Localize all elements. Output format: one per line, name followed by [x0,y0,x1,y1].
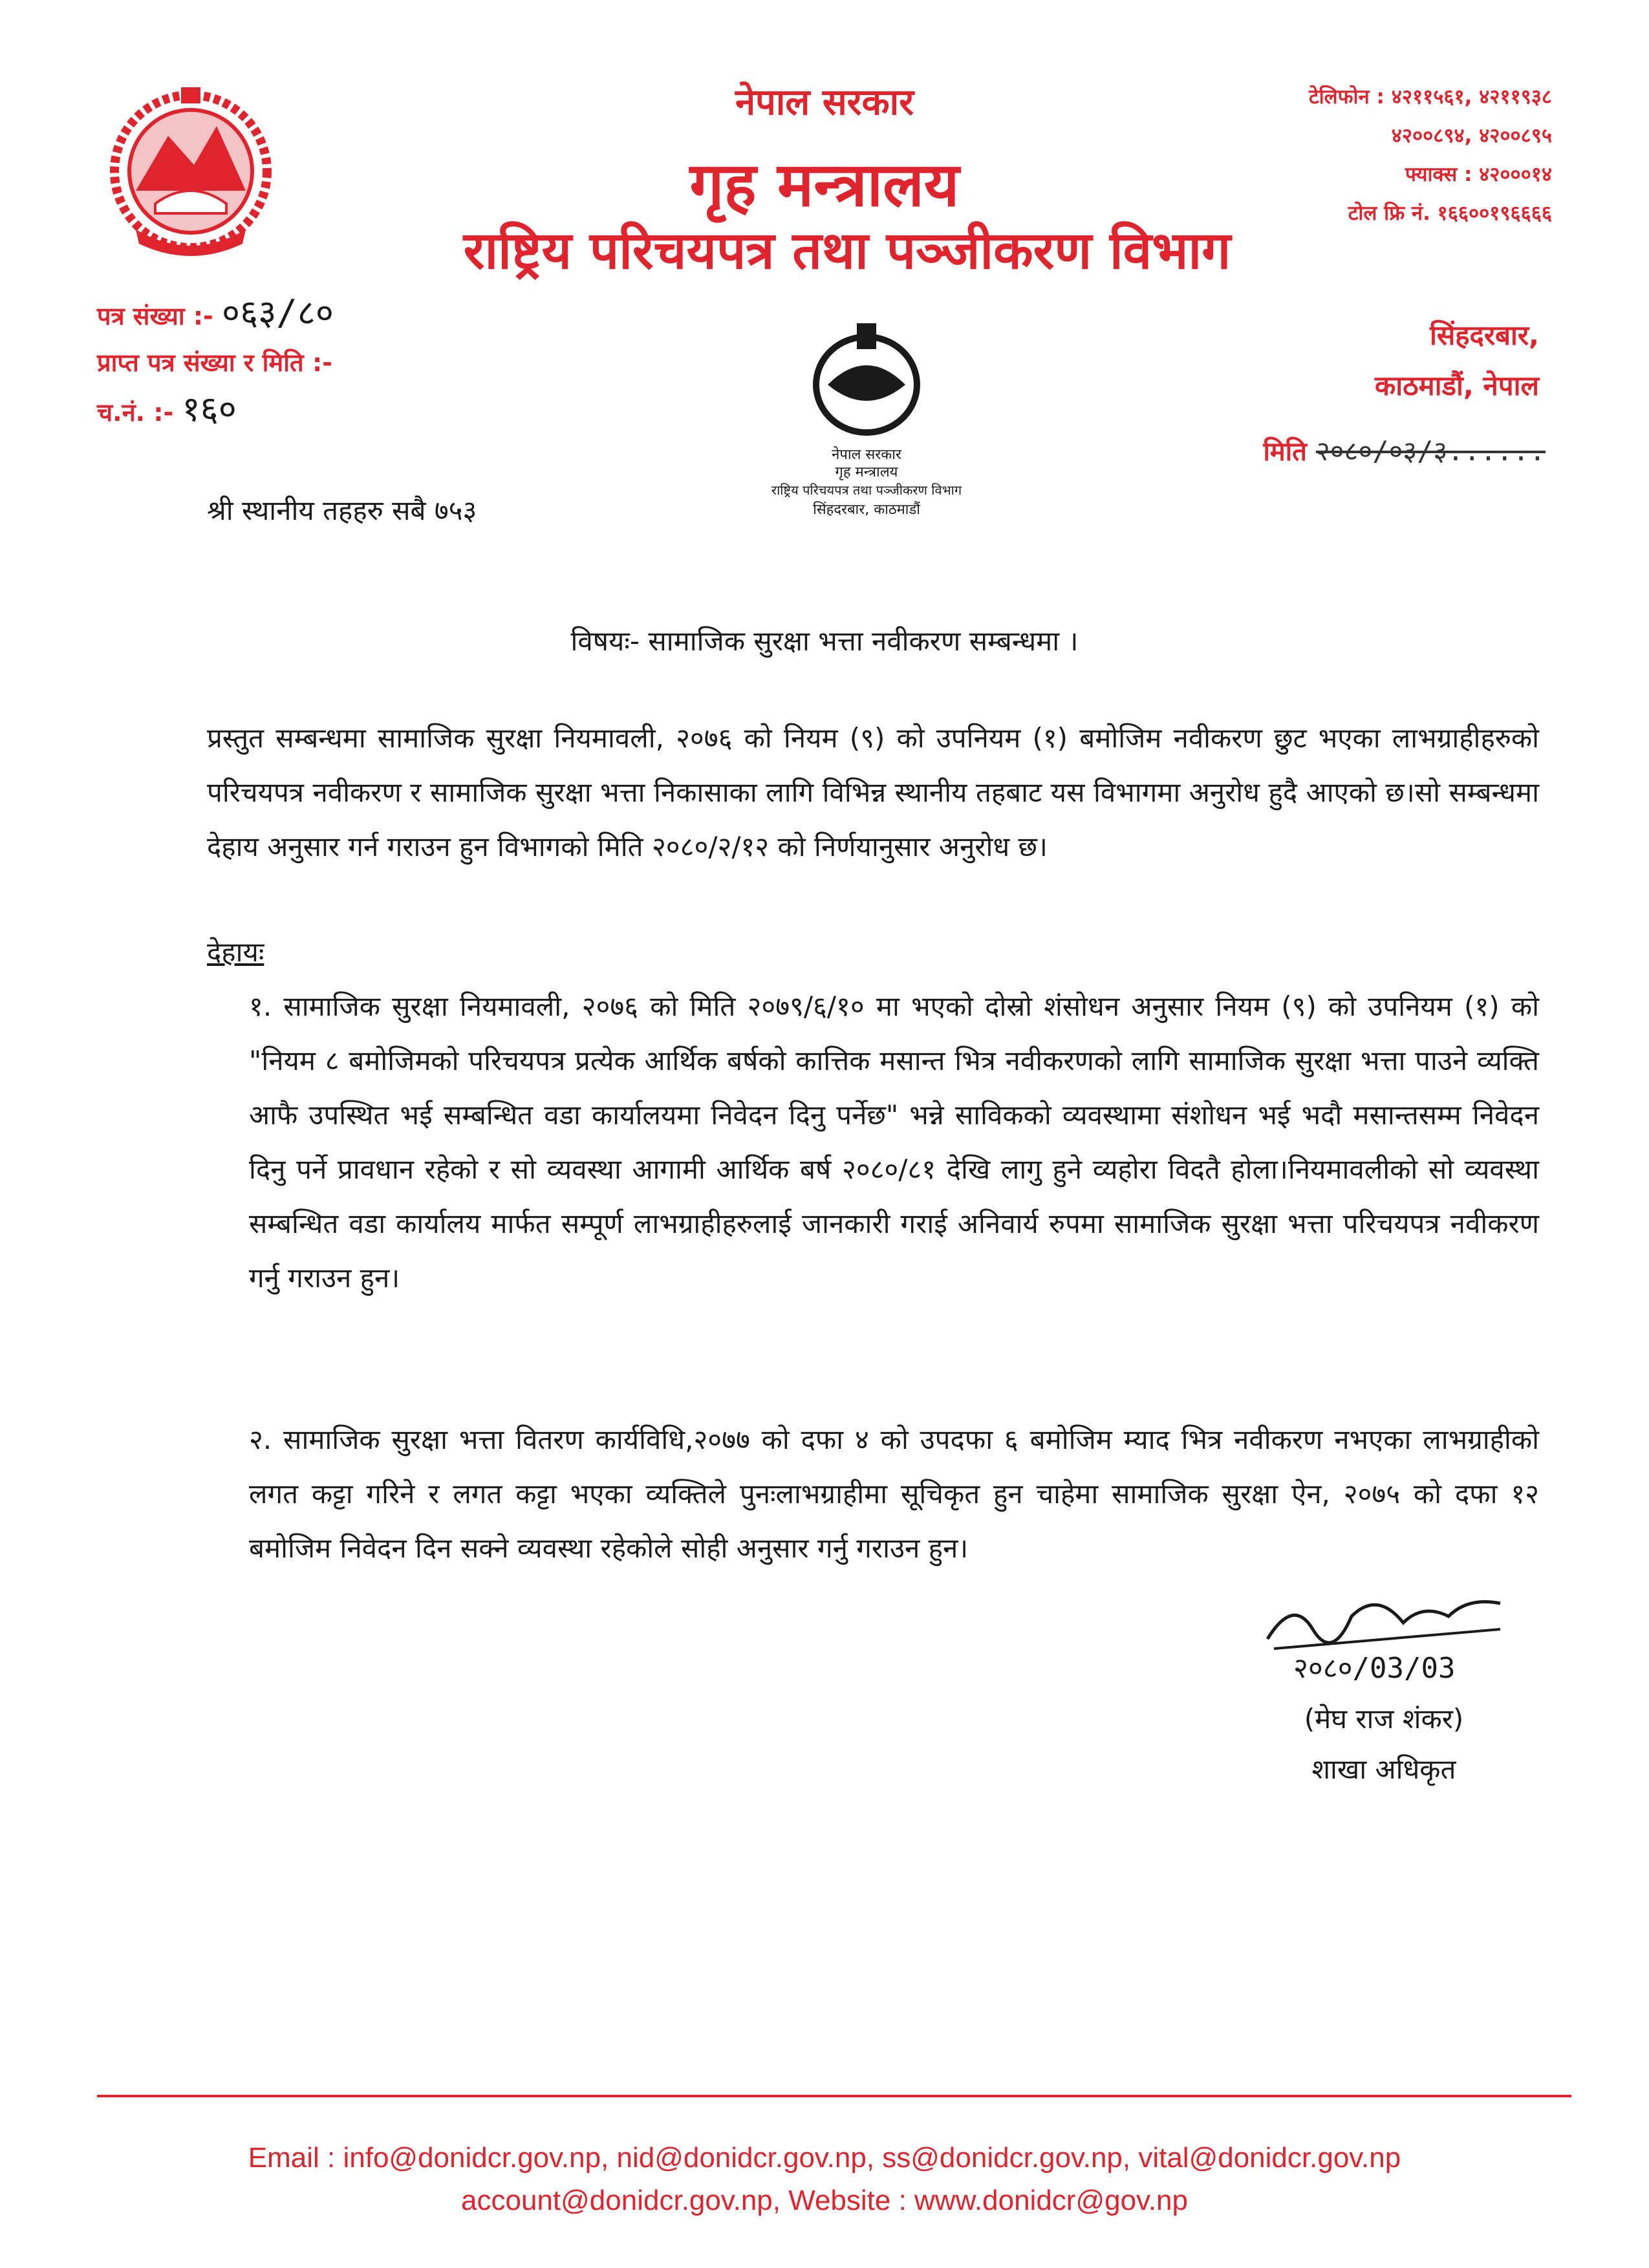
reference-block [97,290,334,436]
recipient-line: श्री स्थानीय तहहरु सबै ७५३ [207,495,477,526]
signature [1255,1578,1526,1687]
signer-designation: शाखा अधिकृत [1311,1753,1456,1785]
department-stamp [737,288,996,533]
list-item-text: सामाजिक सुरक्षा भत्ता वितरण कार्यविधि,२०७७ को दफा ४ को उपदफा ६ बमोजिम म्याद भित्र नवीकरण नभएका लाभग्राहीको लगत कट्टा गरिने र लगत कट्टा भएका व्यक्तिले पुनःलाभग्राहीमा सूचिकृत हुन चाहेमा सामाजिक सुरक्षा ऐन, २०७५ को दफा १२ बमोजिम निवेदन दिन सक्ने व्यवस्था रहेकोले सोही अनुसार गर्नु गराउन हुन। [249,1424,1539,1564]
details-heading: देहायः [207,936,264,968]
footer-website: account@donidcr.gov.np, Website : www.donidcr@gov.np [461,2185,1188,2216]
government-name: नेपाल सरकार [735,81,914,123]
dispatch-number-label: च.नं. :- [97,398,174,427]
stamp-line-2: गृह मन्त्रालय [835,464,898,480]
date-label: मिति [1263,437,1307,467]
footer-emails: Email : info@donidcr.gov.np, nid@donidcr.gov.np, ss@donidcr.gov.np, vital@donidcr.gov.np [248,2142,1401,2174]
dispatch-number-value: १६० [182,389,237,429]
date-value: २०८०/०३/३...... [1315,435,1546,467]
stamp-line-4: सिंहदरबार, काठमाडौं [813,502,920,518]
intro-paragraph: प्रस्तुत सम्बन्धमा सामाजिक सुरक्षा नियमावली, २०७६ को नियम (९) को उपनियम (१) बमोजिम नवीकरण छुट भएका लाभग्राहीहरुको परिचयपत्र नवीकरण र सामाजिक सुरक्षा भत्ता निकासाका लागि विभिन्न स्थानीय तहबाट यस विभागमा अनुरोध हुदै आएको छ।सो सम्बन्धमा देहाय अनुसार गर्न गराउन हुन विभागको मिति २०८०/२/१२ को निर्णयानुसार अनुरोध छ। [207,722,1539,862]
tollfree-line: टोल फ्रि नं. १६६००१९६६६६ [1348,202,1552,225]
office-address [1229,310,1539,411]
telephone-line-2: ४२००८९४, ४२००८९५ [1391,124,1552,147]
stamp-line-3: राष्ट्रिय परिचयपत्र तथा पञ्जीकरण विभाग [771,482,962,498]
list-item [249,979,1539,1305]
footer [0,2137,1649,2222]
letter-number-row [97,290,334,339]
address-line-1: सिंहदरबार, [1429,319,1539,351]
ministry-name: गृह मन्त्रालय [689,150,960,220]
list-item [249,1413,1539,1576]
contact-block [1190,78,1552,233]
list-item-number: १. [249,990,272,1022]
telephone-line: टेलिफोन : ४२११५६१, ४२११९३८ [1308,85,1552,109]
stamp-line-1: नेपाल सरकार [832,447,901,463]
dispatch-number-row [97,386,334,436]
signer-name: (मेघ राज शंकर) [1304,1703,1464,1735]
list-item-text: सामाजिक सुरक्षा नियमावली, २०७६ को मिति २०७९/६/१० मा भएको दोस्रो शंसोधन अनुसार नियम (९) को उपनियम (१) को "नियम ८ बमोजिमको परिचयपत्र प्रत्येक आर्थिक बर्षको कात्तिक मसान्त भित्र नवीकरणको लागि सामाजिक सुरक्षा भत्ता पाउने व्यक्ति आफै उपस्थित भई सम्बन्धित वडा कार्यालयमा निवेदन दिनु पर्नेछ" भन्ने साविकको व्यवस्थामा संशोधन भई भदौ मसान्तसम्म निवेदन दिनु पर्ने प्रावधान रहेको र सो व्यवस्था आगामी आर्थिक बर्ष २०८०/८१ देखि लागु हुने व्यहोरा विदतै होला।नियमावलीको सो व्यवस्था सम्बन्धित वडा कार्यालय मार्फत सम्पूर्ण लाभग्राहीहरुलाई जानकारी गराई अनिवार्य रुपमा सामाजिक सुरक्षा भत्ता परिचयपत्र नवीकरण गर्नु गराउन हुन। [249,990,1539,1294]
address-line-2: काठमाडौं, नेपाल [1375,370,1539,401]
received-letter-row [97,339,334,386]
received-letter-label: प्राप्त पत्र संख्या र मिति :- [97,348,332,377]
fax-line: फ्याक्स : ४२०००१४ [1405,163,1552,186]
letter-number-label: पत्र संख्या :- [97,302,213,330]
letter-date-row [1229,432,1546,469]
letter-number-value: ०६३/८० [222,292,334,333]
signature-date: २०८०/03/03 [1293,1652,1456,1685]
footer-divider [97,2095,1571,2097]
list-item-number: २. [249,1424,272,1455]
subject-line: विषयः- सामाजिक सुरक्षा भत्ता नवीकरण सम्बन्धमा । [570,625,1079,657]
signer-block [1255,1694,1513,1795]
department-name: राष्ट्रिय परिचयपत्र तथा पञ्जीकरण विभाग [463,220,1231,281]
